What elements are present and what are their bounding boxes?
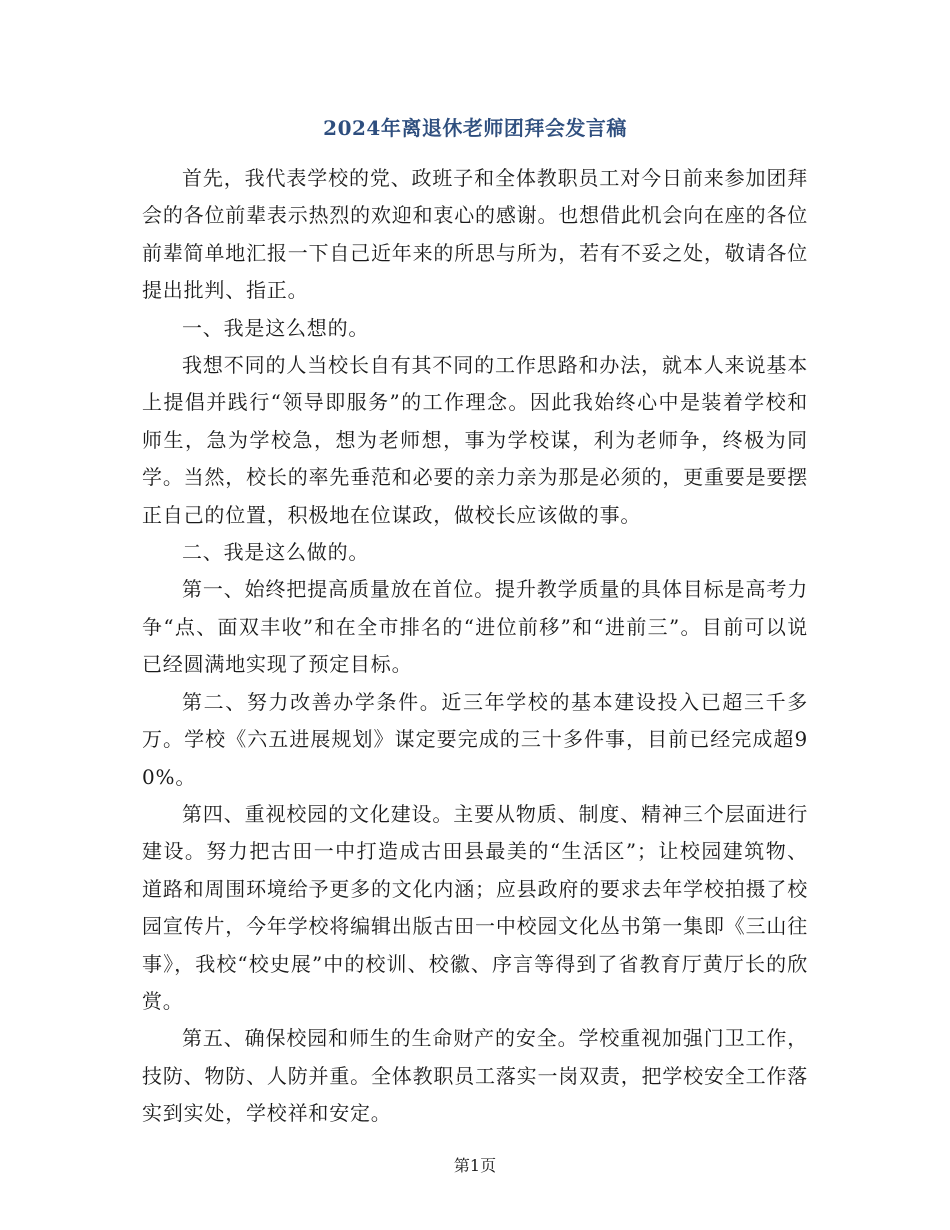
document-title: 2024年离退休老师团拜会发言稿 — [323, 116, 627, 140]
document-body — [142, 160, 808, 1133]
section-heading-2: 二、我是这么做的。 — [182, 540, 370, 565]
paragraph-philosophy: 我想不同的人当校长自有其不同的工作思路和办法，就本人来说基本上提倡并践行“领导即服务”的工作理念。因此我始终心中是装着学校和师生，急为学校急，想为老师想，事为学校谋，利为老师争，终极为同学。当然，校长的率先垂范和必要的亲力亲为那是必须的，更重要是要摆正自己的位置，积极地在位谋政，做校长应该做的事。 — [142, 353, 808, 527]
paragraph-culture: 第四、重视校园的文化建设。主要从物质、制度、精神三个层面进行建设。努力把古田一中打造成古田县最美的“生活区”；让校园建筑物、道路和周围环境给予更多的文化内涵；应县政府的要求去年学校拍摄了校园宣传片，今年学校将编辑出版古田一中校园文化丛书第一集即《三山往事》，我校“校史展”中的校训、校徽、序言等得到了省教育厅黄厅长的欣赏。 — [142, 801, 808, 1013]
paragraph-intro: 首先，我代表学校的党、政班子和全体教职员工对今日前来参加团拜会的各位前辈表示热烈的欢迎和衷心的感谢。也想借此机会向在座的各位前辈简单地汇报一下自己近年来的所思与所为，若有不妥之处，敬请各位提出批判、指正。 — [142, 166, 808, 303]
section-heading-1: 一、我是这么想的。 — [182, 315, 370, 340]
page-number: 第1页 — [453, 1156, 497, 1175]
paragraph-quality: 第一、始终把提高质量放在首位。提升教学质量的具体目标是高考力争“点、面双丰收”和在全市排名的“进位前移”和“进前三”。目前可以说已经圆满地实现了预定目标。 — [142, 577, 808, 677]
paragraph-conditions: 第二、努力改善办学条件。近三年学校的基本建设投入已超三千多万。学校《六五进展规划》谋定要完成的三十多件事，目前已经完成超90%。 — [142, 689, 808, 789]
paragraph-safety: 第五、确保校园和师生的生命财产的安全。学校重视加强门卫工作，技防、物防、人防并重。全体教职员工落实一岗双责，把学校安全工作落实到实处，学校祥和安定。 — [142, 1026, 808, 1126]
